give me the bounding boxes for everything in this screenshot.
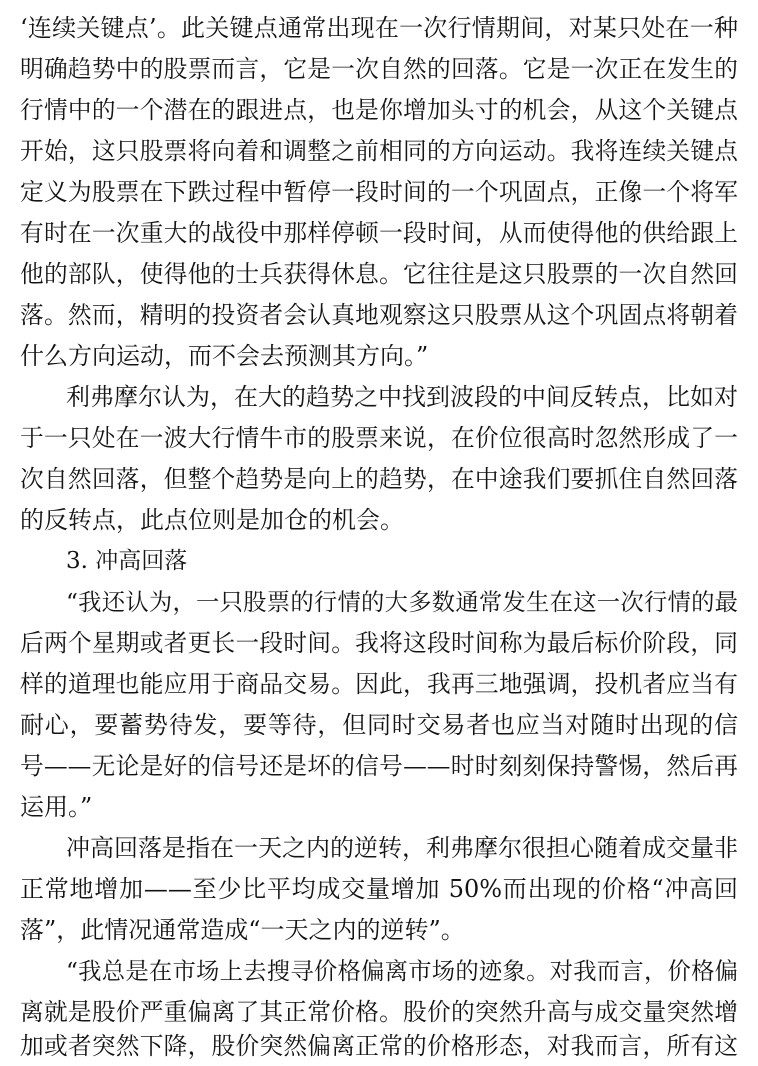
- text-line: 加或者突然下降，股价突然偏离正常的价格形态，对我而言，所有这: [20, 1032, 738, 1060]
- text-line: 于一只处在一波大行情牛市的股票来说，在价位很高时忽然形成了一: [20, 424, 738, 452]
- text-line: 有时在一次重大的战役中那样停顿一段时间，从而使得他的供给跟上: [20, 219, 738, 247]
- text-line: 他的部队，使得他的士兵获得休息。它往往是这只股票的一次自然回: [20, 260, 738, 288]
- text-line: 什么方向运动，而不会去预测其方向。”: [20, 342, 429, 370]
- text-line: 的反转点，此点位则是加仓的机会。: [20, 506, 404, 534]
- text-line: 后两个星期或者更长一段时间。我将这段时间称为最后标价阶段，同: [20, 629, 738, 657]
- text-line: 次自然回落，但整个趋势是向上的趋势，在中途我们要抓住自然回落: [20, 465, 738, 493]
- paragraph-first-line: 冲高回落是指在一天之内的逆转，利弗摩尔很担心随着成交量非: [66, 834, 738, 862]
- text-line: 离就是股价严重偏离了其正常价格。股价的突然升高与成交量突然增: [20, 998, 738, 1026]
- text-line: 开始，这只股票将向着和调整之前相同的方向运动。我将连续关键点: [20, 137, 738, 165]
- text-line: 行情中的一个潜在的跟进点，也是你增加头寸的机会，从这个关键点: [20, 96, 738, 124]
- text-line: ‘连续关键点’。此关键点通常出现在一次行情期间，对某只处在一种: [20, 14, 738, 42]
- text-line: 正常地增加——至少比平均成交量增加 50%而出现的价格“冲高回: [20, 875, 738, 903]
- paragraph-first-line: “我总是在市场上去搜寻价格偏离市场的迹象。对我而言，价格偏: [66, 957, 738, 985]
- text-line: 样的道理也能应用于商品交易。因此，我再三地强调，投机者应当有: [20, 670, 738, 698]
- text-line: 落”，此情况通常造成“一天之内的逆转”。: [20, 916, 465, 944]
- text-line: 耐心，要蓄势待发，要等待，但同时交易者也应当对随时出现的信: [20, 711, 738, 739]
- text-line: 定义为股票在下跌过程中暂停一段时间的一个巩固点，正像一个将军: [20, 178, 738, 206]
- text-line: 号——无论是好的信号还是坏的信号——时时刻刻保持警惕，然后再: [20, 752, 738, 780]
- paragraph-first-line: “我还认为，一只股票的行情的大多数通常发生在这一次行情的最: [66, 588, 738, 616]
- paragraph-first-line: 利弗摩尔认为，在大的趋势之中找到波段的中间反转点，比如对: [66, 383, 738, 411]
- text-line: 落。然而，精明的投资者会认真地观察这只股票从这个巩固点将朝着: [20, 301, 738, 329]
- text-line: 运用。”: [20, 793, 93, 821]
- section-heading: 3. 冲高回落: [66, 548, 188, 574]
- text-line: 明确趋势中的股票而言，它是一次自然的回落。它是一次正在发生的: [20, 55, 738, 83]
